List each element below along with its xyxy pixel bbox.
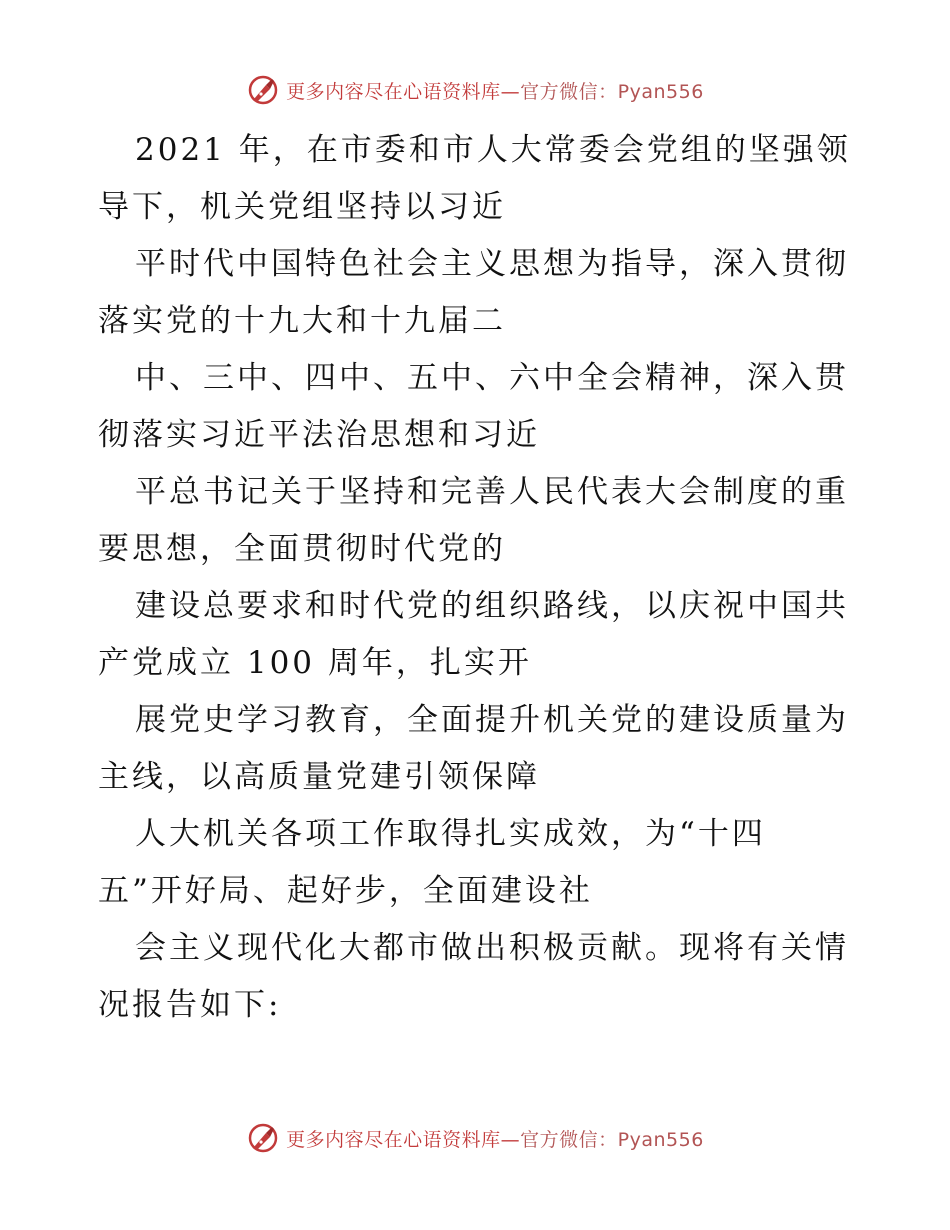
text-line: 导下，机关党组坚持以习近	[98, 189, 506, 225]
watermark-separator: —	[500, 80, 521, 103]
watermark-sub-text: 官方微信：Pyan556	[520, 80, 704, 103]
text-line: 中、三中、四中、五中、六中全会精神，深入贯	[135, 360, 849, 396]
watermark-text	[286, 77, 704, 104]
text-line: 彻落实习近平法治思想和习近	[98, 417, 540, 453]
watermark-text	[286, 1125, 704, 1152]
watermark-sub-text: 官方微信：Pyan556	[520, 1128, 704, 1151]
footer-watermark	[0, 1118, 950, 1158]
header-watermark	[0, 70, 950, 110]
text-line: 人大机关各项工作取得扎实成效，为“十四	[135, 816, 766, 852]
text-line: 主线，以高质量党建引领保障	[98, 759, 540, 795]
text-line: 况报告如下:	[98, 987, 282, 1023]
text-line: 会主义现代化大都市做出积极贡献。现将有关情	[135, 930, 849, 966]
text-line: 展党史学习教育，全面提升机关党的建设质量为	[135, 702, 849, 738]
text-line: 要思想，全面贯彻时代党的	[98, 531, 506, 567]
text-line: 建设总要求和时代党的组织路线，以庆祝中国共	[135, 588, 849, 624]
text-line: 落实党的十九大和十九届二	[98, 303, 506, 339]
watermark-main-text: 更多内容尽在心语资料库	[286, 80, 501, 103]
text-line: 平时代中国特色社会主义思想为指导，深入贯彻	[135, 246, 849, 282]
watermark-main-text: 更多内容尽在心语资料库	[286, 1128, 501, 1151]
text-line: 平总书记关于坚持和完善人民代表大会制度的重	[135, 474, 849, 510]
text-line: 2021 年，在市委和市人大常委会党组的坚强领	[135, 132, 851, 168]
pen-nib-circle-icon	[246, 1121, 280, 1155]
text-line: 五”开好局、起好步，全面建设社	[98, 873, 593, 909]
watermark-separator: —	[500, 1128, 521, 1151]
text-line: 产党成立 100 周年，扎实开	[98, 645, 532, 681]
pen-nib-circle-icon	[246, 73, 280, 107]
